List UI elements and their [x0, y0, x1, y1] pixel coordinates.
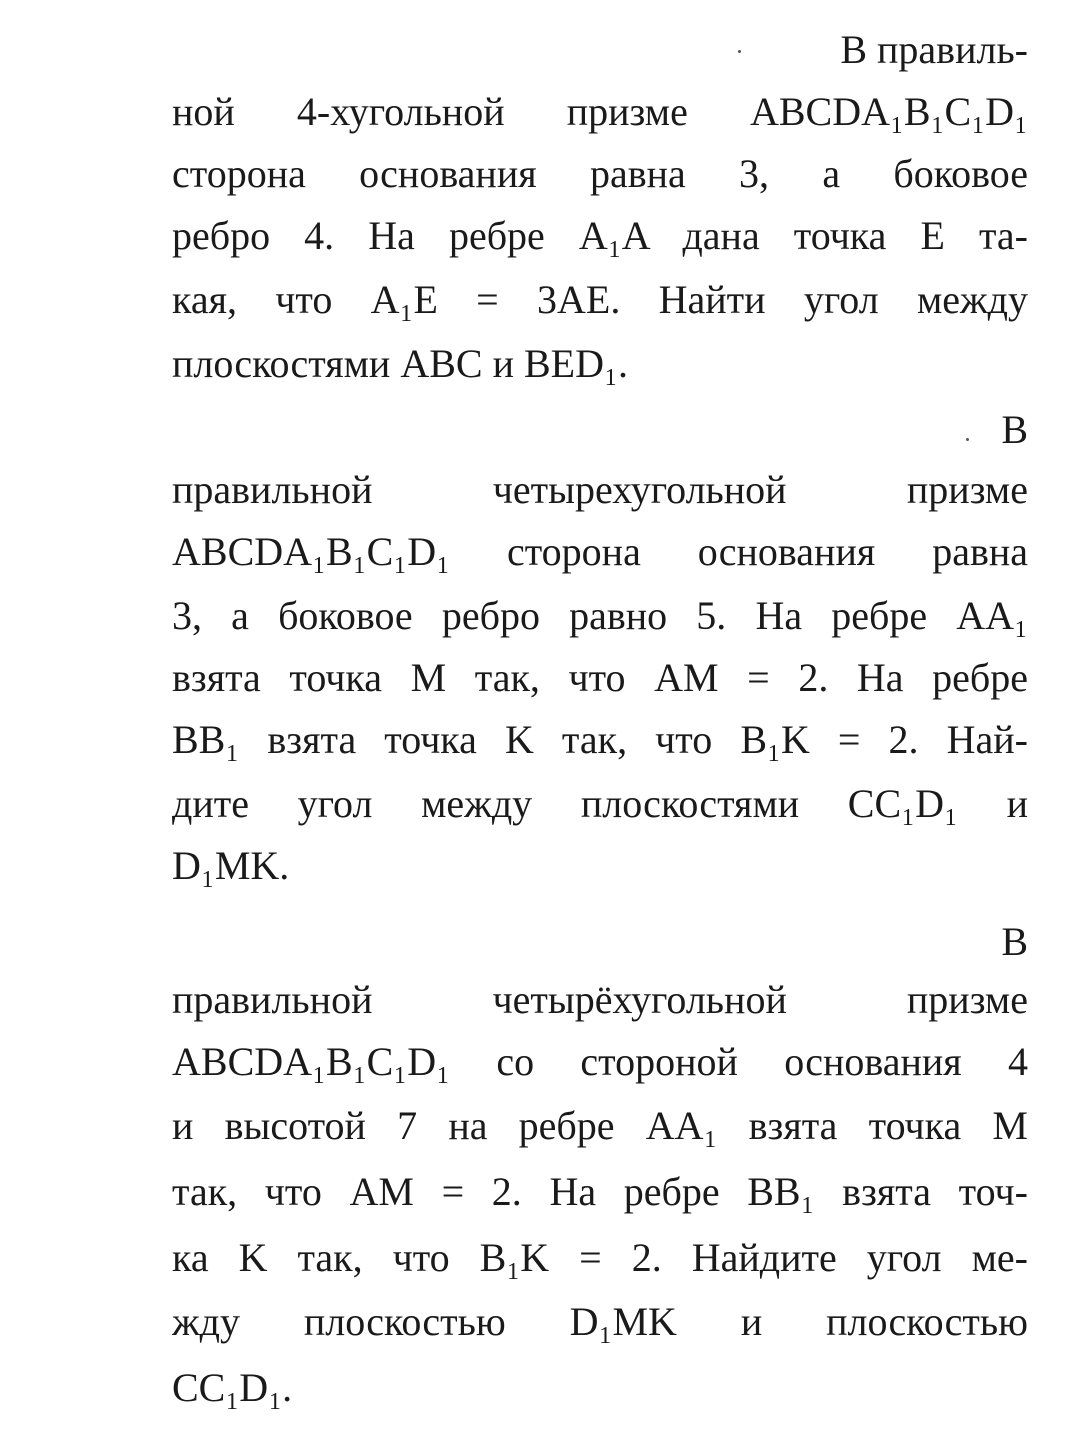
problem-line: ребро 4. На ребре A₁A дана точка E та- [172, 213, 1028, 258]
problem-line: так, что AM = 2. На ребре BB₁ взята точ- [172, 1169, 1028, 1214]
problem-line: дите угол между плоскостями CC₁D₁ и [172, 781, 1028, 826]
problem-line: правильной четырёхугольной призме [172, 977, 1028, 1022]
problem-line: D₁MK. [172, 843, 290, 888]
problem-line: CC₁D₁. [172, 1365, 293, 1410]
problem-line: ABCDA₁B₁C₁D₁ сторона основания равна [172, 529, 1028, 574]
problem-line: В [1001, 407, 1028, 452]
problem-line: взята точка M так, что AM = 2. На ребре [172, 655, 1028, 700]
problem-line: 3, а боковое ребро равно 5. На ребре AA₁ [172, 593, 1028, 638]
problem-line: жду плоскостью D₁MK и плоскостью [172, 1299, 1028, 1344]
problem-line: сторона основания равна 3, а боковое [172, 151, 1028, 196]
problem-line: В [1001, 919, 1028, 964]
problem-line: В правиль- [840, 27, 1028, 72]
problem-line: плоскостями ABC и BED₁. [172, 341, 628, 386]
problem-line: кая, что A₁E = 3AE. Найти угол между [172, 277, 1028, 322]
problem-line: BB₁ взята точка K так, что B₁K = 2. Най- [172, 717, 1028, 762]
problem-line: ABCDA₁B₁C₁D₁ со стороной основания 4 [172, 1039, 1028, 1084]
problem-line: ной 4-хугольной призме ABCDA₁B₁C₁D₁ [172, 89, 1028, 134]
problem-line: ка K так, что B₁K = 2. Найдите угол ме- [172, 1235, 1028, 1280]
problem-line: правильной четырехугольной призме [172, 467, 1028, 512]
problem-line: и высотой 7 на ребре AA₁ взята точка M [172, 1103, 1028, 1148]
